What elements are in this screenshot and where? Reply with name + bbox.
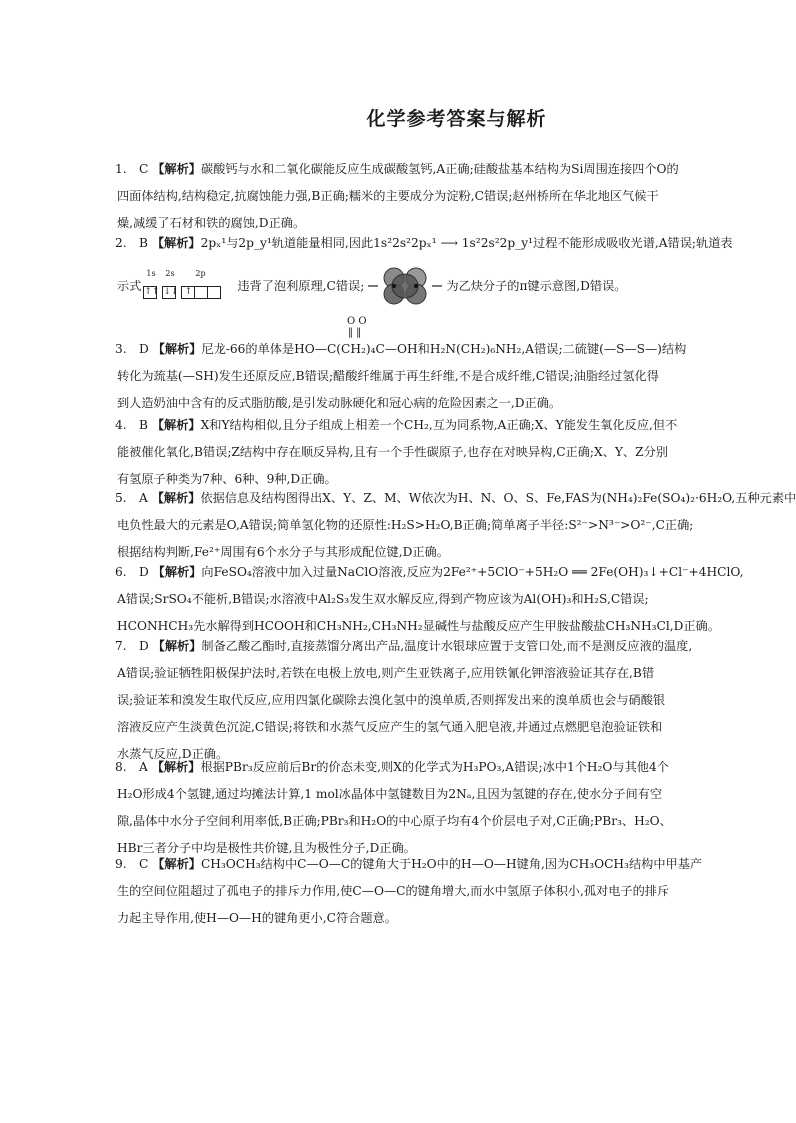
item-line xyxy=(117,754,677,781)
item-number: 1. xyxy=(115,162,127,176)
orbital-label: 2s xyxy=(165,269,175,278)
item-line: 到人造奶油中含有的反式脂肪酸,是引发动脉硬化和冠心病的危险因素之一,D正确。 xyxy=(117,396,562,410)
item-line: 力起主导作用,使H—O—H的键角更小,C符合题意。 xyxy=(117,911,397,925)
item-line: 水蒸气反应,D正确。 xyxy=(117,747,229,761)
item-line-with-figures xyxy=(117,261,677,311)
item-line: 生的空间位阻超过了孤电子的排斥力作用,使C—O—C的键角增大,而水中氢原子体积小,孤对电子的排斥 xyxy=(117,884,670,898)
orbital-label: 1s xyxy=(146,269,156,278)
orbital-box: ↑ xyxy=(181,286,195,299)
item-line: 有氢原子种类为7种、6种、9种,D正确。 xyxy=(117,472,337,486)
analysis-tag: 【解析】 xyxy=(152,857,201,871)
line-text: 示式 xyxy=(117,278,142,293)
line-text: 向FeSO₄溶液中加入过量NaClO溶液,反应为2Fe²⁺+5ClO⁻+5H₂O ══ 2Fe(OH)₃↓+Cl⁻+4HClO, xyxy=(201,565,744,579)
line-text: CH₃OCH₃结构中C—O—C的键角大于H₂O中的H—O—H键角,因为CH₃OCH₃结构中甲基产 xyxy=(200,857,703,871)
item-number: 4. xyxy=(115,418,127,432)
line-text: X和Y结构相似,且分子组成上相差一个CH₂,互为同系物,A正确;X、Y能发生氧化反应,但不 xyxy=(200,418,678,432)
item-number: 8. xyxy=(115,760,127,774)
acetylene-pi-bond-illustration xyxy=(366,264,444,308)
item-line: 四面体结构,结构稳定,抗腐蚀能力强,B正确;糯米的主要成分为淀粉,C错误;赵州桥所在华北地区气候干 xyxy=(117,189,659,203)
line-text: 根据PBr₃反应前后Br的价态未变,则X的化学式为H₃PO₃,A错误;冰中1个H₂O与其他4个 xyxy=(200,760,669,774)
answer-letter: C xyxy=(139,162,149,176)
item-line: 隙,晶体中水分子空间利用率低,B正确;PBr₃和H₂O的中心原子均有4个价层电子对,C正确;PBr₃、H₂O、 xyxy=(117,814,672,828)
item-line: HCONHCH₃先水解得到HCOOH和CH₃NH₂,CH₃NH₂显碱性与盐酸反应产生甲胺盐酸盐CH₃NH₃Cl,D正确。 xyxy=(117,619,720,633)
item-line: 能被催化氧化,B错误;Z结构中存在顺反异构,且有一个手性碳原子,也存在对映异构,C正确;X、Y、Z分别 xyxy=(117,445,668,459)
line-text: 违背了泡利原理,C错误; xyxy=(237,278,365,293)
item-number: 3. xyxy=(115,342,127,356)
analysis-tag: 【解析】 xyxy=(151,418,201,432)
answer-letter: A xyxy=(139,760,148,774)
item-number: 6. xyxy=(115,565,127,579)
item-line: A错误;SrSO₄不能析,B错误;水溶液中Al₂S₃发生双水解反应,得到产物应该为Al(OH)₃和H₂S,C错误; xyxy=(117,592,649,606)
answer-item-8 xyxy=(117,754,677,862)
item-line xyxy=(117,156,677,183)
item-line: A错误;验证牺牲阳极保护法时,若铁在电极上放电,则产生亚铁离子,应用铁氰化钾溶液验证其存在,B错 xyxy=(117,666,655,680)
item-line xyxy=(117,851,703,878)
item-line xyxy=(117,412,677,439)
carbonyl-double-bond: ‖ ‖ xyxy=(348,327,362,338)
item-line xyxy=(117,230,733,257)
item-line xyxy=(117,633,693,660)
orbital-box xyxy=(207,286,221,299)
answer-item-7 xyxy=(115,633,693,768)
item-line xyxy=(117,485,796,512)
page-title: 化学参考答案与解析 xyxy=(366,108,547,130)
item-line xyxy=(117,336,687,363)
item-line: 燥,减缓了石材和铁的腐蚀,D正确。 xyxy=(117,216,306,230)
item-number: 9. xyxy=(115,857,127,871)
item-line: HBr三者分子中均是极性共价键,且为极性分子,D正确。 xyxy=(117,841,416,855)
orbital-box: ↓↓ xyxy=(163,287,179,297)
item-line: 电负性最大的元素是O,A错误;简单氢化物的还原性:H₂S>H₂O,B正确;简单离子半径:S²⁻>N³⁻>O²⁻,C正确; xyxy=(117,518,694,532)
item-line: 误;验证苯和溴发生取代反应,应用四氯化碳除去溴化氢中的溴单质,否则挥发出来的溴单质也会与硝酸银 xyxy=(117,693,666,707)
item-number: 5. xyxy=(115,491,127,505)
analysis-tag: 【解析】 xyxy=(151,491,201,505)
answer-letter: C xyxy=(139,857,149,871)
item-line: H₂O形成4个氢键,通过均摊法计算,1 mol冰晶体中氢键数目为2Nₐ,且因为氢键的存在,使水分子间有空 xyxy=(117,787,663,801)
line-text: 碳酸钙与水和二氧化碳能反应生成碳酸氢钙,A正确;硅酸盐基本结构为Si周围连接四个O的 xyxy=(200,162,679,176)
line-text: 2pₓ¹与2p_y¹轨道能量相同,因此1s²2s²2pₓ¹ ⟶ 1s²2s²2p_y¹过程不能形成吸收光谱,A错误;轨道表 xyxy=(200,236,733,250)
analysis-tag: 【解析】 xyxy=(151,236,201,250)
answer-item-5 xyxy=(115,485,796,566)
item-line xyxy=(117,559,744,586)
answer-letter: D xyxy=(139,565,149,579)
analysis-tag: 【解析】 xyxy=(151,760,201,774)
answer-item-4 xyxy=(117,412,677,493)
answer-item-3 xyxy=(115,316,687,417)
answer-letter: D xyxy=(139,639,149,653)
line-text: 为乙炔分子的π键示意图,D错误。 xyxy=(446,278,627,293)
analysis-tag: 【解析】 xyxy=(152,342,202,356)
answer-item-6 xyxy=(115,559,744,640)
orbital-box: ↑↑ xyxy=(144,287,160,297)
answer-letter: B xyxy=(139,236,148,250)
analysis-tag: 【解析】 xyxy=(152,162,201,176)
item-number: 7. xyxy=(115,639,127,653)
line-text: 尼龙-66的单体是HO—C(CH₂)₄C—OH和H₂N(CH₂)₆NH₂,A错误;二硫键(—S—S—)结构 xyxy=(201,342,687,356)
item-number: 2. xyxy=(115,236,127,250)
item-line: 溶液反应产生淡黄色沉淀,C错误;将铁和水蒸气反应产生的氢气通入肥皂液,并通过点燃肥皂泡验证铁和 xyxy=(117,720,663,734)
answer-letter: A xyxy=(139,491,148,505)
carbonyl-oxygen-label: O O xyxy=(347,316,367,327)
answer-item-9 xyxy=(115,851,703,932)
orbital-diagram xyxy=(143,271,235,301)
answer-letter: B xyxy=(139,418,148,432)
orbital-box xyxy=(194,286,208,299)
answer-letter: D xyxy=(139,342,149,356)
answer-item-2 xyxy=(115,230,733,311)
analysis-tag: 【解析】 xyxy=(152,639,202,653)
orbital-label: 2p xyxy=(195,269,206,278)
answer-item-1 xyxy=(117,156,677,237)
analysis-tag: 【解析】 xyxy=(152,565,202,579)
line-text: 依据信息及结构图得出X、Y、Z、M、W依次为H、N、O、S、Fe,FAS为(NH₄)₂Fe(SO₄)₂·6H₂O,五种元素中 xyxy=(200,491,796,505)
line-text: 制备乙酸乙酯时,直接蒸馏分离出产品,温度计水银球应置于支管口处,而不是测反应液的温度, xyxy=(201,639,693,653)
item-line: 转化为巯基(—SH)发生还原反应,B错误;醋酸纤维属于再生纤维,不是合成纤维,C错误;油脂经过氢化得 xyxy=(117,369,659,383)
item-line: 根据结构判断,Fe²⁺周围有6个水分子与其形成配位键,D正确。 xyxy=(117,545,449,559)
